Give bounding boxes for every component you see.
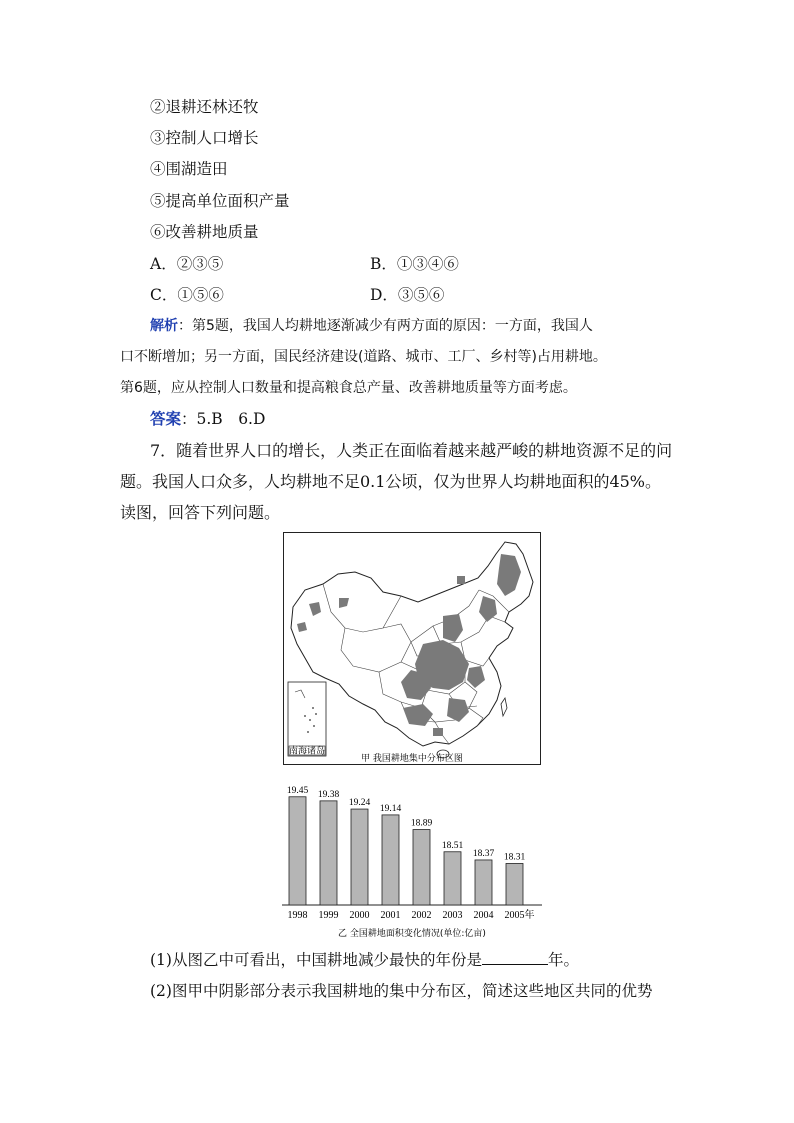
- question-7-line-2: 题。我国人口众多，人均耕地不足0.1公顷，仅为世界人均耕地面积的45%。: [120, 472, 662, 491]
- analysis-line-1: [150, 316, 593, 336]
- option-5: ⑤提高单位面积产量: [150, 192, 290, 210]
- x-tick-1998: 1998: [287, 910, 308, 921]
- answer-text: ：5.B 6.D: [181, 410, 266, 428]
- option-6: ⑥改善耕地质量: [150, 223, 259, 241]
- value-label-2003: 18.51: [441, 840, 464, 851]
- bar-2002: [413, 830, 430, 905]
- x-tick-1999: 1999: [318, 910, 339, 921]
- sub-question-2: (2)图甲中阴影部分表示我国耕地的集中分布区，简述这些地区共同的优势: [150, 982, 653, 1000]
- answer-label: 答案: [150, 409, 182, 428]
- map-caption: 甲 我国耕地集中分布区图: [361, 754, 463, 764]
- cropland-map: [283, 532, 541, 765]
- value-label-1998: 19.45: [286, 785, 309, 796]
- x-tick-2004: 2004: [473, 910, 494, 921]
- analysis-text-1: ：第5题，我国人均耕地逐渐减少有两方面的原因：一方面，我国人: [178, 318, 593, 334]
- analysis-line-3: 第6题，应从控制人口数量和提高粮食总产量、改善耕地质量等方面考虑。: [120, 380, 577, 396]
- question-7-line-1: 7．随着世界人口的增长，人类正在面临着越来越严峻的耕地资源不足的问: [150, 441, 673, 460]
- x-tick-2002: 2002: [411, 910, 432, 921]
- analysis-label: 解析: [150, 318, 178, 334]
- bar-1998: [289, 797, 306, 905]
- x-tick-2003: 2003: [442, 910, 463, 921]
- bar-2000: [351, 809, 368, 905]
- south-china-sea-inset: [288, 682, 326, 756]
- value-label-2004: 18.37: [472, 848, 495, 859]
- bar-2003: [444, 852, 461, 905]
- choice-a: A．②③⑤: [150, 255, 224, 273]
- value-label-1999: 19.38: [317, 789, 340, 800]
- sub-question-1: [150, 950, 579, 970]
- sub-question-1-text: (1)从图乙中可看出，中国耕地减少最快的年份是: [150, 951, 482, 969]
- choice-d: D．③⑤⑥: [370, 286, 445, 304]
- answer-blank[interactable]: [482, 950, 548, 965]
- x-tick-labels-group: [288, 908, 535, 921]
- cropland-area-chart: [278, 770, 546, 942]
- value-label-2005年: 18.31: [503, 852, 526, 863]
- sub-question-1-tail: 年。: [547, 951, 579, 969]
- value-label-2002: 18.89: [410, 818, 433, 829]
- bar-2004: [475, 860, 492, 905]
- value-label-2000: 19.24: [348, 798, 371, 809]
- bar-2001: [382, 815, 399, 905]
- x-tick-2000: 2000: [349, 910, 370, 921]
- option-4: ④围湖造田: [150, 160, 228, 178]
- chart-title: 乙 全国耕地面积变化情况(单位:亿亩): [338, 929, 486, 939]
- bar-1999: [320, 801, 337, 905]
- choice-b: B．①③④⑥: [370, 255, 459, 273]
- x-tick-2001: 2001: [380, 910, 401, 921]
- value-label-2001: 19.14: [379, 803, 402, 814]
- inset-label: 南海诸岛: [288, 746, 326, 757]
- answer-line: [150, 409, 265, 429]
- choice-c: C．①⑤⑥: [150, 286, 224, 304]
- option-2: ②退耕还林还牧: [150, 98, 259, 116]
- option-3: ③控制人口增长: [150, 129, 259, 147]
- x-tick-2005年: 2005年: [504, 910, 535, 921]
- question-7-line-3: 读图，回答下列问题。: [120, 503, 281, 522]
- bar-2005年: [506, 863, 523, 905]
- analysis-line-2: 口不断增加；另一方面，国民经济建设(道路、城市、工厂、乡村等)占用耕地。: [120, 349, 607, 365]
